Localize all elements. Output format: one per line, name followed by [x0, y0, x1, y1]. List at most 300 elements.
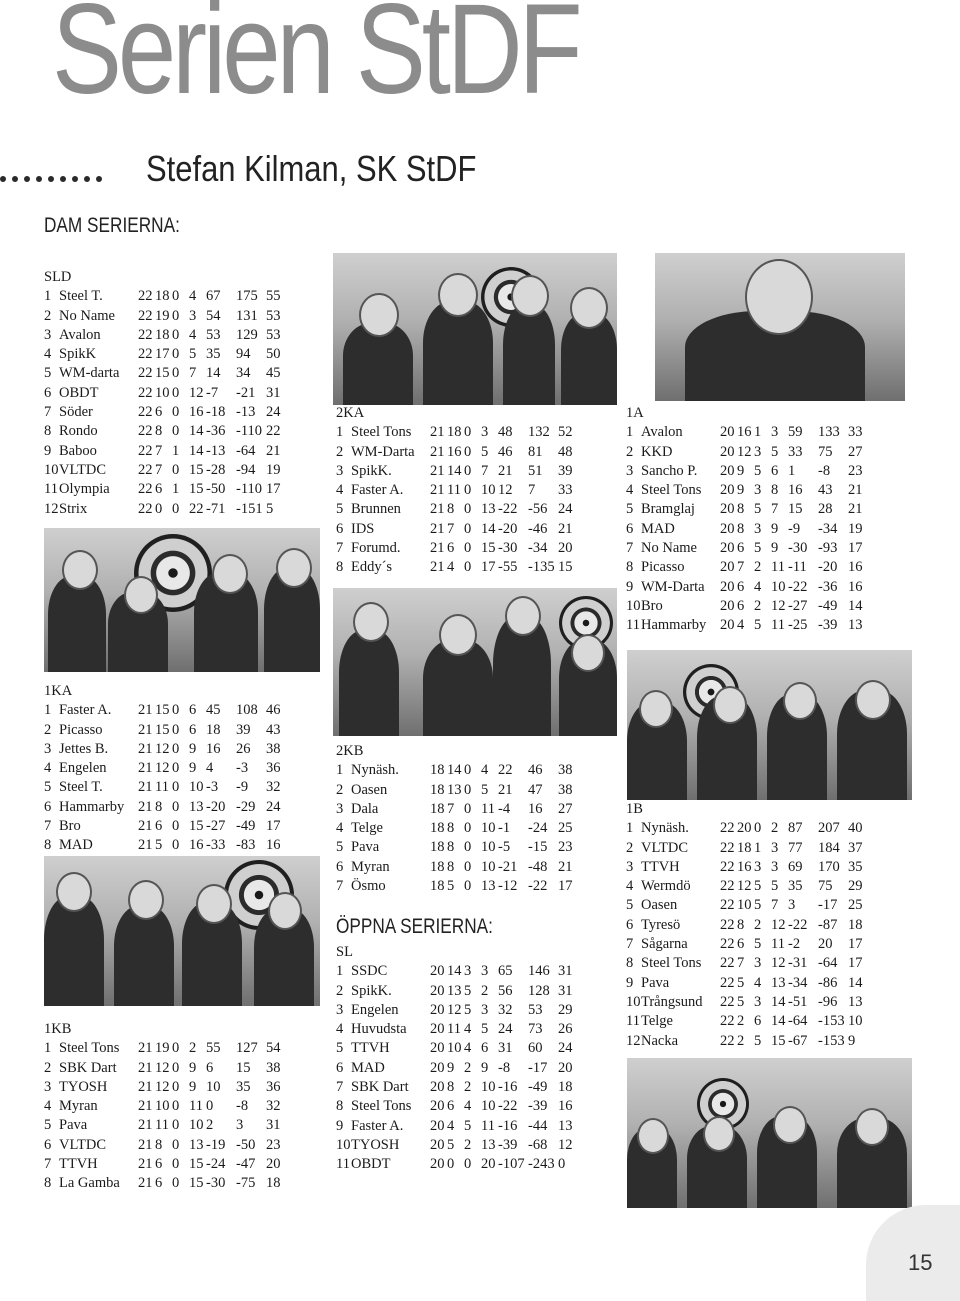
cell-played: 21 — [138, 1175, 153, 1192]
cell-won: 14 — [447, 963, 462, 980]
cell-diff2: 184 — [818, 839, 840, 856]
cell-points: 21 — [848, 482, 863, 499]
cell-rank: 4 — [44, 346, 52, 363]
table-row — [626, 443, 868, 462]
cell-drawn: 0 — [172, 346, 180, 363]
table-row — [626, 819, 868, 838]
cell-won: 6 — [447, 540, 455, 557]
cell-diff2: -68 — [528, 1136, 548, 1153]
cell-team: SSDC — [351, 963, 388, 980]
cell-diff1: -25 — [788, 617, 808, 634]
cell-rank: 5 — [336, 501, 344, 518]
cell-diff2: 73 — [528, 1021, 543, 1038]
cell-drawn: 3 — [754, 482, 762, 499]
cell-lost: 16 — [189, 837, 204, 854]
cell-played: 22 — [720, 820, 735, 837]
cell-diff2: -39 — [818, 617, 838, 634]
cell-diff1: -30 — [498, 540, 518, 557]
cell-diff2: -49 — [528, 1079, 548, 1096]
league-name: SL — [336, 944, 353, 960]
cell-diff1: -7 — [206, 384, 219, 401]
cell-points: 16 — [848, 578, 863, 595]
cell-played: 22 — [720, 936, 735, 953]
cell-lost: 15 — [189, 1156, 204, 1173]
cell-drawn: 0 — [172, 721, 180, 738]
cell-diff1: -9 — [788, 520, 801, 537]
cell-lost: 11 — [771, 936, 785, 953]
table-row — [44, 287, 286, 306]
cell-diff1: -30 — [788, 540, 808, 557]
cell-diff1: 33 — [788, 443, 803, 460]
cell-points: 19 — [848, 520, 863, 537]
cell-drawn: 0 — [464, 443, 472, 460]
cell-diff1: 16 — [206, 740, 221, 757]
cell-rank: 2 — [336, 781, 344, 798]
cell-diff2: -87 — [818, 916, 838, 933]
cell-drawn: 5 — [754, 936, 762, 953]
cell-diff2: -47 — [236, 1156, 256, 1173]
cell-diff2: 51 — [528, 462, 543, 479]
cell-won: 4 — [447, 559, 455, 576]
table-row — [44, 721, 286, 740]
league-name: 1KA — [44, 683, 73, 699]
cell-points: 18 — [848, 916, 863, 933]
table-row — [336, 1136, 578, 1155]
cell-played: 22 — [720, 1032, 735, 1049]
table-row — [44, 1039, 286, 1058]
cell-drawn: 0 — [464, 501, 472, 518]
cell-lost: 14 — [189, 442, 204, 459]
cell-team: Myran — [351, 858, 390, 875]
cell-diff2: -135 — [528, 559, 555, 576]
cell-won: 18 — [737, 839, 752, 856]
cell-diff2: -24 — [528, 820, 548, 837]
cell-diff2: -83 — [236, 837, 256, 854]
cell-diff1: 46 — [498, 443, 513, 460]
cell-diff1: 77 — [788, 839, 803, 856]
cell-drawn: 2 — [464, 1059, 472, 1076]
cell-team: Steel Tons — [641, 482, 702, 499]
cell-points: 38 — [266, 740, 281, 757]
cell-points: 33 — [558, 482, 573, 499]
table-row — [626, 520, 868, 539]
table-row — [44, 1097, 286, 1116]
league-name: 1KB — [44, 1021, 72, 1037]
league-name: 2KB — [336, 743, 364, 759]
cell-points: 20 — [558, 1059, 573, 1076]
cell-team: Steel T. — [59, 779, 103, 796]
cell-won: 8 — [737, 501, 745, 518]
cell-drawn: 5 — [464, 1117, 472, 1134]
cell-diff2: 75 — [818, 878, 833, 895]
cell-rank: 5 — [44, 365, 52, 382]
cell-played: 22 — [138, 365, 153, 382]
cell-team: Baboo — [59, 442, 97, 459]
cell-played: 20 — [430, 1001, 445, 1018]
cell-won: 6 — [155, 818, 163, 835]
cell-lost: 13 — [481, 501, 496, 518]
table-row — [336, 819, 578, 838]
cell-lost: 2 — [189, 1040, 197, 1057]
cell-drawn: 0 — [464, 820, 472, 837]
cell-team: Bro — [59, 818, 81, 835]
cell-diff1: 87 — [788, 820, 803, 837]
cell-played: 22 — [138, 346, 153, 363]
cell-drawn: 1 — [754, 839, 762, 856]
cell-diff2: -22 — [528, 878, 548, 895]
cell-lost: 10 — [771, 578, 786, 595]
cell-diff1: -20 — [498, 520, 518, 537]
cell-lost: 3 — [771, 839, 779, 856]
table-row — [336, 1117, 578, 1136]
cell-lost: 10 — [481, 1098, 496, 1115]
cell-diff2: -8 — [818, 462, 831, 479]
cell-points: 17 — [266, 481, 281, 498]
cell-won: 2 — [737, 1032, 745, 1049]
cell-lost: 13 — [189, 1136, 204, 1153]
cell-won: 15 — [155, 365, 170, 382]
cell-drawn: 0 — [172, 818, 180, 835]
cell-diff2: -46 — [528, 520, 548, 537]
cell-diff2: 170 — [818, 858, 840, 875]
cell-diff2: -15 — [528, 839, 548, 856]
cell-team: Oasen — [641, 897, 678, 914]
cell-diff2: -49 — [818, 597, 838, 614]
cell-diff2: 7 — [528, 482, 536, 499]
cell-lost: 11 — [771, 617, 785, 634]
league-name: 2KA — [336, 405, 365, 421]
cell-team: No Name — [59, 307, 115, 324]
cell-team: Engelen — [351, 1001, 399, 1018]
cell-played: 18 — [430, 820, 445, 837]
table-row — [44, 740, 286, 759]
cell-points: 52 — [558, 424, 573, 441]
cell-drawn: 5 — [754, 501, 762, 518]
cell-points: 17 — [266, 818, 281, 835]
cell-drawn: 0 — [172, 288, 180, 305]
cell-lost: 9 — [189, 1078, 197, 1095]
cell-played: 20 — [720, 559, 735, 576]
cell-drawn: 0 — [464, 424, 472, 441]
table-row — [336, 1039, 578, 1058]
table-row — [44, 345, 286, 364]
cell-won: 8 — [447, 839, 455, 856]
cell-won: 15 — [155, 702, 170, 719]
cell-points: 16 — [558, 1098, 573, 1115]
cell-won: 6 — [737, 578, 745, 595]
table-row — [626, 993, 868, 1012]
cell-rank: 12 — [44, 500, 59, 517]
cell-points: 17 — [848, 955, 863, 972]
cell-points: 24 — [558, 501, 573, 518]
cell-won: 9 — [447, 1059, 455, 1076]
cell-team: VLTDC — [59, 461, 106, 478]
league-name: 1A — [626, 405, 644, 421]
cell-diff1: 67 — [206, 288, 221, 305]
cell-rank: 5 — [336, 839, 344, 856]
cell-diff2: -64 — [236, 442, 256, 459]
cell-drawn: 4 — [464, 1098, 472, 1115]
cell-drawn: 0 — [172, 779, 180, 796]
cell-diff2: -34 — [528, 540, 548, 557]
cell-rank: 6 — [336, 520, 344, 537]
cell-rank: 7 — [626, 540, 634, 557]
cell-diff1: 55 — [206, 1040, 221, 1057]
cell-played: 21 — [138, 1117, 153, 1134]
cell-drawn: 0 — [172, 1078, 180, 1095]
table-row — [626, 877, 868, 896]
cell-played: 22 — [720, 1013, 735, 1030]
cell-played: 21 — [138, 1059, 153, 1076]
cell-played: 21 — [138, 837, 153, 854]
cell-drawn: 5 — [464, 1001, 472, 1018]
cell-diff2: -21 — [236, 384, 256, 401]
cell-drawn: 0 — [464, 1156, 472, 1173]
cell-lost: 12 — [771, 916, 786, 933]
table-row — [44, 1155, 286, 1174]
cell-played: 20 — [720, 462, 735, 479]
cell-diff1: 12 — [498, 482, 513, 499]
cell-played: 22 — [138, 404, 153, 421]
cell-points: 54 — [266, 1040, 281, 1057]
cell-diff1: -2 — [788, 936, 801, 953]
cell-rank: 6 — [626, 520, 634, 537]
cell-won: 10 — [737, 897, 752, 914]
cell-drawn: 0 — [172, 1040, 180, 1057]
cell-diff1: -107 — [498, 1156, 525, 1173]
cell-rank: 7 — [44, 818, 52, 835]
page-number: 15 — [908, 1250, 933, 1275]
cell-won: 8 — [447, 820, 455, 837]
table-row — [44, 778, 286, 797]
cell-diff2: -44 — [528, 1117, 548, 1134]
cell-drawn: 3 — [754, 955, 762, 972]
cell-played: 21 — [138, 760, 153, 777]
cell-rank: 3 — [336, 800, 344, 817]
table-row — [336, 800, 578, 819]
cell-diff1: 69 — [788, 858, 803, 875]
table-row — [336, 858, 578, 877]
cell-diff2: 3 — [236, 1117, 244, 1134]
cell-diff1: -36 — [206, 423, 226, 440]
cell-lost: 15 — [189, 818, 204, 835]
cell-lost: 4 — [189, 326, 197, 343]
cell-drawn: 0 — [172, 461, 180, 478]
cell-lost: 10 — [189, 779, 204, 796]
cell-rank: 1 — [626, 820, 634, 837]
cell-won: 9 — [737, 462, 745, 479]
cell-drawn: 0 — [172, 740, 180, 757]
cell-won: 18 — [155, 326, 170, 343]
cell-won: 5 — [155, 837, 163, 854]
table-row — [336, 1078, 578, 1097]
cell-won: 0 — [155, 500, 163, 517]
table-row — [336, 1097, 578, 1116]
cell-team: Olympia — [59, 481, 110, 498]
cell-lost: 10 — [481, 858, 496, 875]
cell-lost: 10 — [481, 820, 496, 837]
cell-drawn: 0 — [172, 1156, 180, 1173]
cell-points: 37 — [848, 839, 863, 856]
cell-played: 22 — [138, 500, 153, 517]
cell-won: 7 — [447, 800, 455, 817]
cell-team: Forumd. — [351, 540, 401, 557]
cell-won: 16 — [737, 424, 752, 441]
cell-won: 8 — [155, 798, 163, 815]
cell-diff1: 31 — [498, 1040, 513, 1057]
cell-rank: 3 — [626, 462, 634, 479]
cell-rank: 3 — [336, 1001, 344, 1018]
table-row — [626, 1032, 868, 1051]
cell-rank: 1 — [44, 288, 52, 305]
cell-diff1: -22 — [498, 501, 518, 518]
league-name: SLD — [44, 269, 72, 285]
cell-points: 13 — [848, 617, 863, 634]
cell-played: 20 — [430, 1021, 445, 1038]
cell-diff1: 4 — [206, 760, 214, 777]
table-row — [336, 1155, 578, 1174]
cell-diff2: -36 — [818, 578, 838, 595]
cell-lost: 5 — [771, 443, 779, 460]
cell-diff2: 94 — [236, 346, 251, 363]
cell-played: 20 — [430, 1079, 445, 1096]
cell-team: Wermdö — [641, 878, 691, 895]
cell-won: 13 — [447, 781, 462, 798]
cell-team: Pava — [641, 974, 670, 991]
cell-points: 17 — [558, 878, 573, 895]
cell-drawn: 0 — [172, 760, 180, 777]
cell-rank: 1 — [626, 424, 634, 441]
cell-won: 19 — [155, 307, 170, 324]
cell-drawn: 0 — [464, 482, 472, 499]
cell-diff1: 10 — [206, 1078, 221, 1095]
table-row — [626, 839, 868, 858]
cell-points: 20 — [266, 1156, 281, 1173]
cell-rank: 5 — [44, 779, 52, 796]
cell-won: 8 — [447, 1079, 455, 1096]
cell-diff2: -56 — [528, 501, 548, 518]
cell-won: 14 — [447, 462, 462, 479]
cell-rank: 2 — [336, 443, 344, 460]
cell-played: 21 — [138, 721, 153, 738]
cell-rank: 9 — [626, 578, 634, 595]
cell-points: 16 — [848, 559, 863, 576]
cell-diff1: 3 — [788, 897, 796, 914]
cell-rank: 8 — [44, 837, 52, 854]
cell-diff2: -17 — [528, 1059, 548, 1076]
cell-points: 21 — [558, 520, 573, 537]
cell-team: Engelen — [59, 760, 107, 777]
cell-played: 20 — [720, 617, 735, 634]
table-row — [626, 858, 868, 877]
cell-played: 22 — [720, 955, 735, 972]
cell-points: 27 — [848, 443, 863, 460]
cell-diff2: 15 — [236, 1059, 251, 1076]
table-row — [626, 896, 868, 915]
cell-lost: 15 — [481, 540, 496, 557]
cell-diff2: 128 — [528, 982, 550, 999]
cell-played: 21 — [430, 540, 445, 557]
cell-team: Myran — [59, 1098, 98, 1115]
cell-team: Nynäsh. — [641, 820, 689, 837]
cell-lost: 5 — [481, 1021, 489, 1038]
cell-diff1: -27 — [206, 818, 226, 835]
table-row — [336, 982, 578, 1001]
cell-diff1: 65 — [498, 963, 513, 980]
table-row — [336, 761, 578, 780]
cell-diff1: -34 — [788, 974, 808, 991]
cell-played: 18 — [430, 858, 445, 875]
cell-drawn: 0 — [464, 762, 472, 779]
table-row — [44, 442, 286, 461]
cell-points: 38 — [558, 781, 573, 798]
table-row — [626, 558, 868, 577]
cell-won: 8 — [737, 520, 745, 537]
cell-lost: 3 — [481, 963, 489, 980]
cell-won: 12 — [155, 760, 170, 777]
cell-points: 21 — [558, 858, 573, 875]
cell-diff2: 20 — [818, 936, 833, 953]
cell-rank: 10 — [626, 597, 641, 614]
cell-won: 19 — [155, 1040, 170, 1057]
cell-diff1: -64 — [788, 1013, 808, 1030]
table-row — [44, 1116, 286, 1135]
cell-lost: 9 — [481, 1059, 489, 1076]
cell-played: 21 — [430, 424, 445, 441]
cell-team: Telge — [641, 1013, 673, 1030]
cell-drawn: 0 — [172, 404, 180, 421]
cell-lost: 14 — [771, 993, 786, 1010]
cell-diff2: -8 — [236, 1098, 249, 1115]
cell-drawn: 2 — [754, 916, 762, 933]
cell-diff1: -19 — [206, 1136, 226, 1153]
cell-diff1: -5 — [498, 839, 511, 856]
table-row — [336, 877, 578, 896]
cell-lost: 5 — [481, 781, 489, 798]
cell-diff2: -151 — [236, 500, 263, 517]
cell-won: 7 — [447, 520, 455, 537]
cell-drawn: 4 — [464, 1040, 472, 1057]
table-row — [626, 616, 868, 635]
cell-team: Sågarna — [641, 936, 688, 953]
cell-drawn: 0 — [464, 839, 472, 856]
cell-team: TTVH — [59, 1156, 98, 1173]
cell-rank: 11 — [44, 481, 58, 498]
cell-team: TTVH — [351, 1040, 390, 1057]
cell-drawn: 3 — [754, 520, 762, 537]
cell-team: Faster A. — [351, 482, 404, 499]
table-row — [336, 558, 578, 577]
cell-won: 20 — [737, 820, 752, 837]
cell-played: 22 — [720, 858, 735, 875]
cell-lost: 7 — [771, 501, 779, 518]
cell-won: 5 — [447, 878, 455, 895]
cell-drawn: 1 — [172, 442, 180, 459]
cell-won: 12 — [155, 740, 170, 757]
table-row — [336, 1059, 578, 1078]
cell-team: Dala — [351, 800, 379, 817]
cell-points: 53 — [266, 307, 281, 324]
cell-drawn: 0 — [172, 702, 180, 719]
table-row — [626, 597, 868, 616]
cell-drawn: 5 — [754, 462, 762, 479]
cell-diff2: -50 — [236, 1136, 256, 1153]
cell-lost: 11 — [189, 1098, 203, 1115]
oppna-heading: ÖPPNA SERIERNA: — [336, 915, 493, 938]
cell-lost: 5 — [771, 878, 779, 895]
cell-points: 27 — [558, 800, 573, 817]
table-row — [626, 481, 868, 500]
